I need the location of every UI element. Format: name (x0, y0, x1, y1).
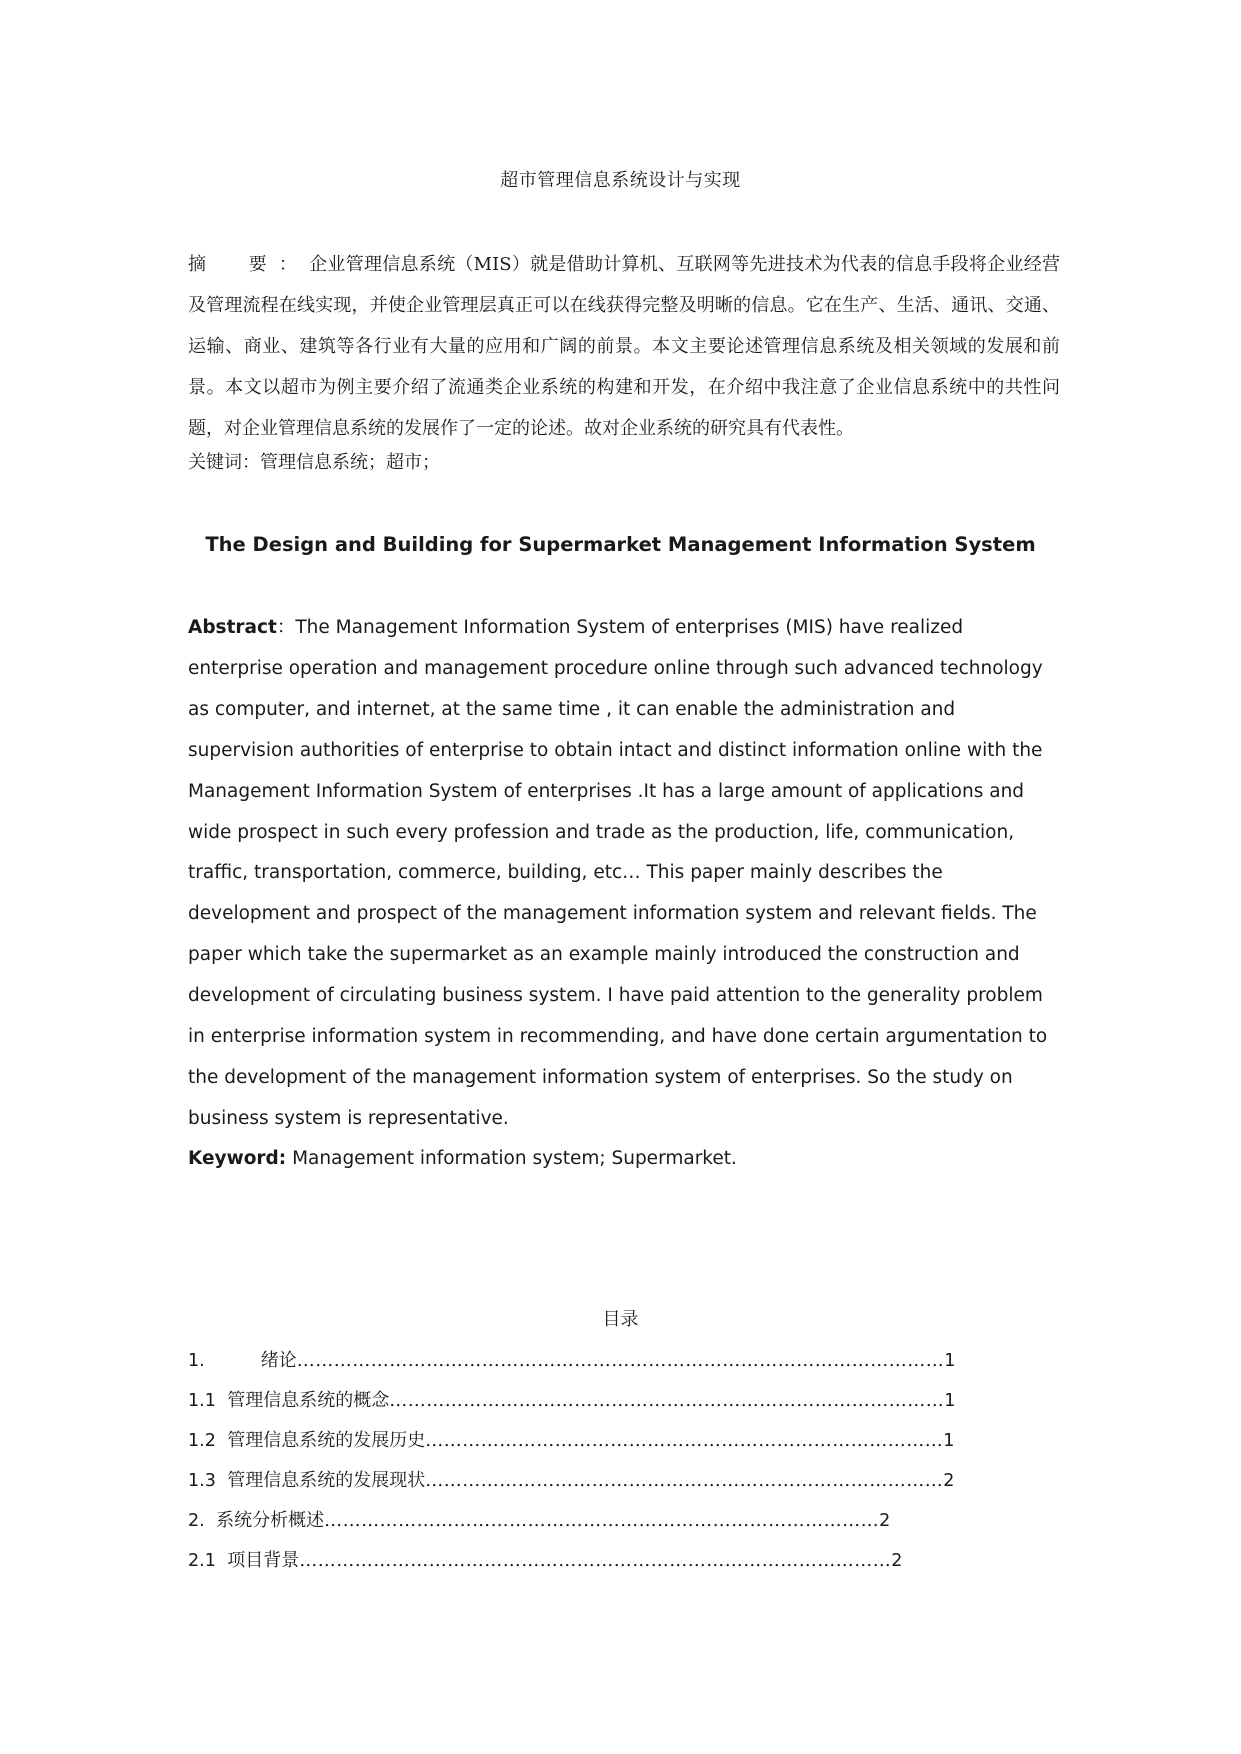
chinese-keywords: 关键词：管理信息系统；超市； (188, 452, 440, 473)
english-abstract-text: The Management Information System of enterprises (MIS) have realized enterprise operation and management procedure online through such advanced technology as computer, and internet, at the same time , it can enable the administration and supervision authorities of enterprise to obtain intact and distinct information online with the Management Information System of enterprises .It has a large amount of applications and wide prospect in such every profession and trade as the production, life, communication, traffic, transportation, commerce, building, etc… This paper mainly describes the development and prospect of the management information system and relevant fields. The paper which take the supermarket as an example mainly introduced the construction and development of circulating business system. I have paid attention to the generality problem in enterprise information system in recommending, and have done certain argumentation to the development of the management information system of enterprises. So the study on business system is representative. (188, 617, 1048, 1129)
toc-item-page: 2 (879, 1511, 891, 1531)
chinese-title: 超市管理信息系统设计与实现 (500, 170, 741, 191)
toc-item-title: 管理信息系统的概念 (227, 1390, 390, 1411)
toc-item[interactable] (188, 1546, 902, 1572)
toc-item-page: 2 (891, 1551, 903, 1571)
english-keywords-text: Management information system; Supermarket. (292, 1148, 737, 1169)
toc-item-number: 2.1 (188, 1551, 216, 1571)
toc-item-number: 1.2 (188, 1431, 216, 1451)
english-keywords (188, 1139, 737, 1180)
toc-title: 目录 (602, 1309, 639, 1330)
english-keywords-label: Keyword: (188, 1148, 287, 1169)
toc-item-number: 1. (188, 1351, 205, 1371)
toc-item-title: 管理信息系统的发展现状 (227, 1470, 426, 1491)
toc-item-title: 绪论 (260, 1350, 297, 1371)
chinese-abstract (188, 244, 1060, 449)
chinese-abstract-text: 企业管理信息系统（MIS）就是借助计算机、互联网等先进技术为代表的信息手段将企业经营及管理流程在线实现，并使企业管理层真正可以在线获得完整及明晰的信息。它在生产、生活、通讯、交通、运输、商业、建筑等各行业有大量的应用和广阔的前景。本文主要论述管理信息系统及相关领域的发展和前景。本文以超市为例主要介绍了流通类企业系统的构建和开发，在介绍中我注意了企业信息系统中的共性问题，对企业管理信息系统的发展作了一定的论述。故对企业系统的研究具有代表性。 (188, 254, 1061, 439)
chinese-abstract-label: 摘 要： (188, 254, 310, 275)
toc-item-number: 1.3 (188, 1471, 216, 1491)
toc-leader-dots: …………………………………………………………………………………………… (296, 1350, 945, 1371)
toc-item-page: 2 (943, 1471, 955, 1491)
toc-item-title: 管理信息系统的发展历史 (227, 1430, 426, 1451)
toc-item-number: 1.1 (188, 1391, 216, 1411)
toc-leader-dots: ……………………………………………………………………………… (389, 1390, 945, 1411)
toc-item[interactable] (188, 1386, 955, 1412)
toc-item-number: 2. (188, 1511, 205, 1531)
english-abstract-label: Abstract (188, 617, 277, 638)
toc-item[interactable] (188, 1346, 955, 1372)
toc-item-page: 1 (944, 1391, 956, 1411)
english-title: The Design and Building for Supermarket Management Information System (205, 533, 1036, 556)
toc-item-page: 1 (943, 1431, 955, 1451)
toc-item-title: 项目背景 (227, 1550, 300, 1571)
toc-item[interactable] (188, 1466, 954, 1492)
toc-item-title: 系统分析概述 (216, 1510, 325, 1531)
toc-leader-dots: ……………………………………………………………………………… (324, 1510, 880, 1531)
toc-item-page: 1 (944, 1351, 956, 1371)
toc-item[interactable] (188, 1426, 954, 1452)
toc-item[interactable] (188, 1506, 890, 1532)
english-abstract (188, 608, 1060, 1140)
toc-leader-dots: ………………………………………………………………………… (425, 1430, 944, 1451)
english-abstract-separator: ： (276, 617, 296, 638)
toc-leader-dots: …………………………………………………………………………………… (299, 1550, 892, 1571)
toc-leader-dots: ………………………………………………………………………… (425, 1470, 944, 1491)
